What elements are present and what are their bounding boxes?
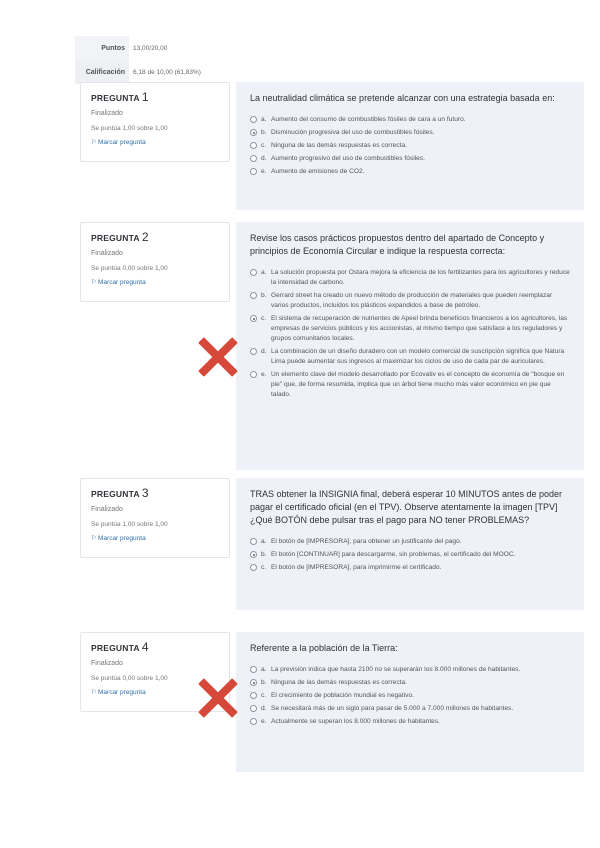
radio-button[interactable] — [250, 705, 257, 712]
answer-option[interactable]: c. El crecimiento de población mundial es negativo. — [250, 691, 570, 701]
radio-button[interactable] — [250, 348, 257, 355]
answer-option[interactable]: c. El botón de [IMPRESORA], para imprimirme el certificado. — [250, 563, 570, 573]
radio-button[interactable] — [250, 269, 257, 276]
question-text: Referente a la población de la Tierra: — [250, 643, 398, 653]
answer-option[interactable]: b. El botón [CONTINUAR] para descargarme, sin problemas, el certificado del MOOC. — [250, 550, 570, 560]
question-title: PREGUNTA 3 — [91, 486, 149, 500]
radio-button[interactable] — [250, 142, 257, 149]
points-label: Puntos — [75, 36, 129, 60]
answer-option[interactable]: c. Ninguna de las demás respuestas es correcta. — [250, 141, 570, 151]
question-title: PREGUNTA 2 — [91, 230, 149, 244]
grade-label: Calificación — [75, 60, 129, 84]
radio-button[interactable] — [250, 168, 257, 175]
grade-value: 6,18 de 10,00 (61,83%) — [133, 68, 201, 76]
points-row — [75, 36, 225, 60]
question-body-2 — [236, 222, 584, 470]
radio-button[interactable] — [250, 718, 257, 725]
wrong-answer-mark — [196, 676, 240, 720]
question-state: Finalizado — [91, 110, 123, 117]
flag-question-link[interactable]: ⚐Marcar pregunta — [91, 139, 146, 146]
answer-option[interactable]: c. El sistema de recuperación de nutrientes de Apeel brinda beneficios financieros a los agricultores, las empresas de servicios públicos y los accionistas, al mismo tiempo que satisface a los reguladores y grupos comunitarios locales. — [250, 314, 570, 344]
flag-icon: ⚐ — [91, 689, 97, 696]
answer-option[interactable]: e. Actualmente se superan los 8.000 millones de habitantes. — [250, 717, 570, 727]
answer-option[interactable]: d. Se necesitará más de un siglo para pasar de 5.000 a 7.000 millones de habitantes. — [250, 704, 570, 714]
radio-button[interactable] — [250, 315, 257, 322]
radio-button[interactable] — [250, 538, 257, 545]
answer-option[interactable]: e. Aumento de emisiones de CO2. — [250, 167, 570, 177]
question-body-3 — [236, 478, 584, 610]
radio-button[interactable] — [250, 155, 257, 162]
radio-button[interactable] — [250, 116, 257, 123]
question-grade: Se puntúa 1,00 sobre 1,00 — [91, 521, 168, 528]
question-state: Finalizado — [91, 250, 123, 257]
question-text: La neutralidad climática se pretende alcanzar con una estrategia basada en: — [250, 93, 555, 103]
question-body-1 — [236, 82, 584, 210]
question-state: Finalizado — [91, 506, 123, 513]
answer-option[interactable]: a. El botón de [IMPRESORA], para obtener un justificante del pago. — [250, 537, 570, 547]
question-title: PREGUNTA 1 — [91, 90, 149, 104]
answer-option[interactable]: b. Gerrard street ha creado un nuevo método de producción de materiales que pueden reemplazar varios productos, incluidos los plásticos expandidos a base de petróleo. — [250, 291, 570, 311]
question-body-4 — [236, 632, 584, 772]
question-state: Finalizado — [91, 660, 123, 667]
attempt-summary — [75, 36, 225, 84]
grade-row — [75, 60, 225, 84]
answer-option[interactable]: d. Aumento progresivo del uso de combustibles fósiles. — [250, 154, 570, 164]
flag-icon: ⚐ — [91, 279, 97, 286]
radio-button[interactable] — [250, 692, 257, 699]
radio-button[interactable] — [250, 129, 257, 136]
radio-button[interactable] — [250, 666, 257, 673]
question-title: PREGUNTA 4 — [91, 640, 149, 654]
question-info-1 — [80, 82, 230, 162]
question-text: TRAS obtener la INSIGNIA final, deberá esperar 10 MINUTOS antes de poder pagar el certificado oficial (en el TPV). Observe atentamente la imagen [TPV] ¿Qué BOTÓN debe pulsar tras el pago para NO tener PROBLEMAS? — [250, 489, 562, 525]
answer-option[interactable]: d. La combinación de un diseño duradero con un modelo comercial de suscripción significa que Natura Lima puede aumentar sus ingresos al maximizar los ciclos de uso de cada par de auriculares. — [250, 347, 570, 367]
answer-option[interactable]: a. La previsión indica que hasta 2100 no se superarán los 8.000 millones de habitantes. — [250, 665, 570, 675]
question-info-2 — [80, 222, 230, 302]
radio-button[interactable] — [250, 551, 257, 558]
question-text: Revise los casos prácticos propuestos dentro del apartado de Concepto y principios de Economía Circular e indique la respuesta correcta: — [250, 233, 545, 256]
flag-icon: ⚐ — [91, 535, 97, 542]
answer-option[interactable]: e. Un elemento clave del modelo desarrollado por Ecovativ es el concepto de economía de "bosque en pie" que, de forma resumida, implica que un árbol tiene mucho más valor económico en pie que talado. — [250, 370, 570, 400]
radio-button[interactable] — [250, 679, 257, 686]
wrong-answer-mark — [196, 335, 240, 379]
answer-option[interactable]: b. Ninguna de las demás respuestas es correcta. — [250, 678, 570, 688]
answer-option[interactable]: a. Aumento del consumo de combustibles fósiles de cara a un futuro. — [250, 115, 570, 125]
flag-icon: ⚐ — [91, 139, 97, 146]
points-value: 13,00/20,00 — [133, 44, 168, 52]
question-grade: Se puntúa 0,00 sobre 1,00 — [91, 265, 168, 272]
question-grade: Se puntúa 1,00 sobre 1,00 — [91, 125, 168, 132]
question-info-3 — [80, 478, 230, 558]
flag-question-link[interactable]: ⚐Marcar pregunta — [91, 279, 146, 286]
flag-question-link[interactable]: ⚐Marcar pregunta — [91, 535, 146, 542]
flag-question-link[interactable]: ⚐Marcar pregunta — [91, 689, 146, 696]
radio-button[interactable] — [250, 292, 257, 299]
radio-button[interactable] — [250, 564, 257, 571]
answer-option[interactable]: a. La solución propuesta por Ostara mejora la eficiencia de los fertilizantes para los agricultores y reduce la intensidad de carbono. — [250, 268, 570, 288]
question-grade: Se puntúa 0,00 sobre 1,00 — [91, 675, 168, 682]
radio-button[interactable] — [250, 371, 257, 378]
answer-option[interactable]: b. Disminución progresiva del uso de combustibles fósiles. — [250, 128, 570, 138]
